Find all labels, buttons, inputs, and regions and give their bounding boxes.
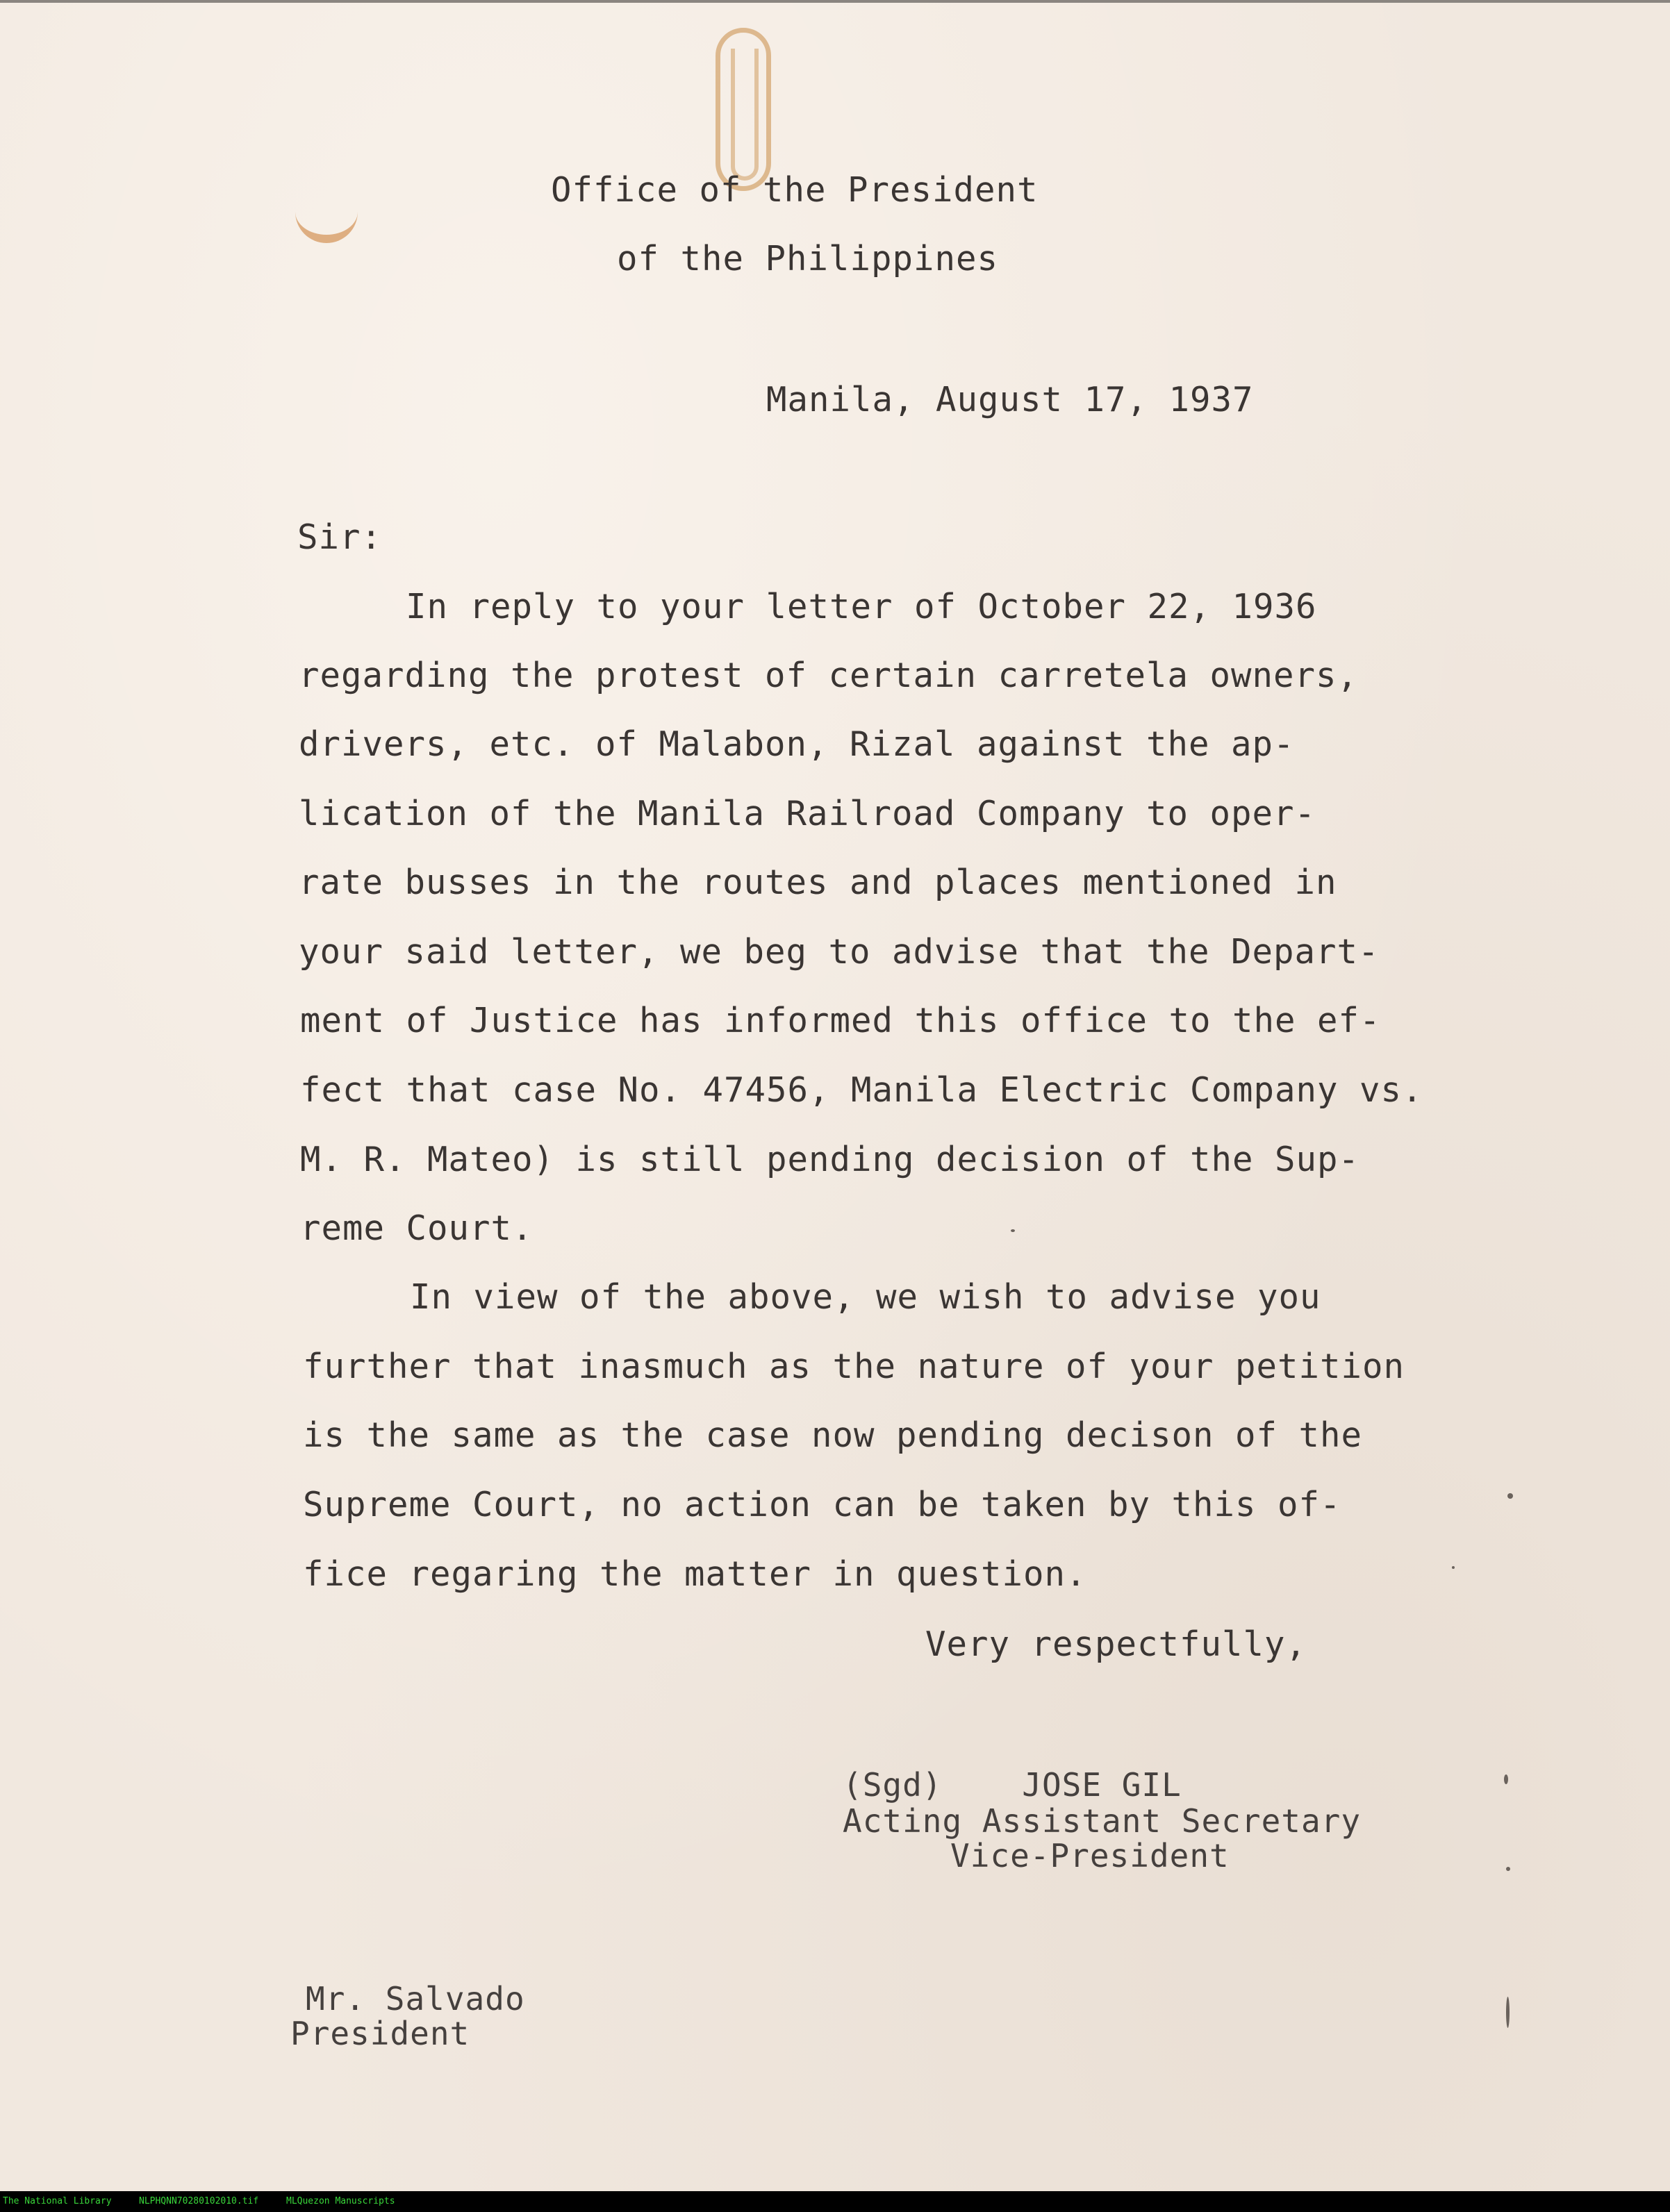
body-line: ment of Justice has informed this office to the ef- (300, 1001, 1381, 1040)
paper-speck (1506, 1997, 1510, 2028)
paper-speck (1504, 1774, 1508, 1784)
body-line: your said letter, we beg to advise that the Depart- (299, 932, 1380, 972)
body-line: reme Court. (300, 1208, 534, 1248)
footer-filename: NLPHQNN70280102010.tif (139, 2196, 259, 2206)
paper-speck (1507, 1493, 1513, 1499)
body-line: In reply to your letter of October 22, 1936 (406, 587, 1317, 626)
body-line: In view of the above, we wish to advise you (410, 1277, 1321, 1317)
signature-title: Acting Assistant Secretary (843, 1802, 1362, 1840)
header-line-2: of the Philippines (617, 239, 999, 278)
archive-footer (0, 2191, 1670, 2212)
body-line: is the same as the case now pending decison of the (303, 1415, 1363, 1455)
body-line: Supreme Court, no action can be taken by this of- (303, 1485, 1341, 1524)
rust-stain (295, 208, 358, 243)
body-line: further that inasmuch as the nature of your petition (303, 1347, 1405, 1386)
salutation: Sir: (297, 517, 383, 557)
body-line: M. R. Mateo) is still pending decision of the Sup- (300, 1140, 1360, 1179)
closing: Very respectfully, (925, 1624, 1307, 1664)
header-line-1: Office of the President (551, 170, 1039, 210)
paperclip-stain-inner (731, 49, 759, 181)
footer-collection: MLQuezon Manuscripts (286, 2196, 395, 2206)
paper-speck (1011, 1229, 1015, 1232)
paper-speck (1452, 1566, 1455, 1569)
body-line: fice regaring the matter in question. (303, 1554, 1087, 1594)
paper-speck (1506, 1867, 1510, 1871)
body-line: drivers, etc. of Malabon, Rizal against the ap- (299, 724, 1295, 764)
body-line: fect that case No. 47456, Manila Electric Company vs. (300, 1070, 1423, 1110)
footer-library: The National Library (3, 2196, 112, 2206)
addressee-name: Mr. Salvado (306, 1980, 525, 2018)
addressee-title: President (290, 2015, 470, 2052)
body-line: lication of the Manila Railroad Company to oper- (299, 794, 1316, 833)
body-line: rate busses in the routes and places mentioned in (299, 863, 1337, 902)
signature-name: (Sgd) JOSE GIL (843, 1766, 1182, 1804)
top-edge-line (0, 0, 1670, 3)
date-line: Manila, August 17, 1937 (766, 380, 1254, 419)
signature-office: Vice-President (950, 1837, 1230, 1874)
body-line: regarding the protest of certain carretela owners, (299, 656, 1359, 695)
